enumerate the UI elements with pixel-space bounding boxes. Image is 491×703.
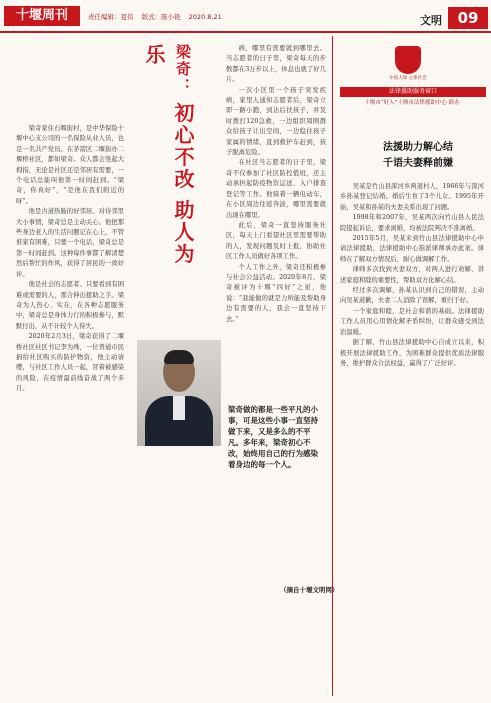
article-paragraph: 2020年2月3日，梁奇获得了二堰桥社区社区书记李为珠，一位普通市民捐给社区购买的防护物资，他主动请缨，与社区工作人员一起，冒着被感染的风险，在疫情最前线奋战了两个多月。 bbox=[16, 333, 124, 393]
article-paragraph: 一次小区里一个孩子突发疾病，家里人通知志愿者后，梁奇立即一路小跑，到达后扶孩子，并及时拨打120急救，一边组织周围群众给孩子让出空间，一边稳住孩子家属的情绪，直到救护车赶到，孩子脱离危险。 bbox=[226, 86, 326, 157]
legal-aid-column bbox=[340, 182, 484, 694]
legal-aid-title bbox=[354, 140, 482, 172]
legal-aid-title-line2: 千语夫妻释前嫌 bbox=[383, 158, 453, 169]
section-name: 文明 bbox=[420, 14, 442, 27]
legal-aid-paragraph: 一个家庭和睦，是社会和谐的基础。法律援助工作人员用心用情化解矛盾纠纷，让群众感受到法治温暖。 bbox=[340, 307, 484, 336]
article-paragraph: 他是社会的志愿者。只要看到有困难或需要的人，那合伸出援助之手。梁奇为人热心、实在，在各种志愿服务中，梁奇总是身体力行的积极参与，默默付出，从不计较个人得失。 bbox=[16, 281, 124, 330]
header-meta bbox=[88, 12, 228, 21]
pull-quote: 梁奇做的都是一些平凡的小事，可是这些小事一直坚持做下来，又是多么的不平凡。多年来，梁奇初心不改，始终用自己的行为感染着身边的每一个人。 bbox=[228, 405, 318, 469]
page-number: 09 bbox=[448, 7, 488, 29]
joint-slogan: 十堰市“好人”十堰市法律援助中心 联办 bbox=[364, 100, 460, 106]
legal-aid-paragraph: 律师多次找到夫妻双方，对两人进行劝解，讲述家庭和睦的重要性，帮助双方化解心结。 bbox=[340, 266, 484, 284]
feature-headline: 初心不改 助人为乐 bbox=[142, 44, 195, 266]
feature-name: 梁奇： bbox=[174, 44, 192, 95]
article-paragraph: 此后，梁奇一直坚持服务社区，每天上门看望社区里需要帮助的人，发现问题及时上报，协助社区工作人员做好各项工作。 bbox=[226, 221, 326, 261]
article-paragraph: 他是古道热肠的好邻居。对待邻里大小事情，梁奇总是主动关心。他把那些身边老人的生活问题记在心上，不管谁家有困难，只要一个电话，梁奇总是第一时间赶到。这种每件事都了解清楚然后帮忙的作风，获得了居民的一致好评。 bbox=[16, 208, 124, 278]
article-credit: （摘自十堰文明网） bbox=[280, 586, 339, 594]
legal-aid-paragraph: 1998年和2007年，吴某两次向竹山县人民法院提起诉讼，要求离婚，均被法院判决不准离婚。 bbox=[340, 214, 484, 232]
feature-title bbox=[130, 44, 198, 284]
logo-text: 中国人保 心系社会 bbox=[389, 76, 427, 81]
legal-aid-paragraph: 经过多次调解，孙某认识到自己的错误，主动向吴某道歉，夫妻二人消除了误解，重归于好。 bbox=[340, 287, 484, 305]
designer: 版式：陈小艳 bbox=[141, 13, 181, 21]
legal-aid-title-line1: 法援助力解心结 bbox=[383, 142, 453, 153]
issue-date: 2020.8.21 bbox=[188, 13, 222, 21]
article-paragraph: 病，哪里有需要就到哪里去。当志愿者的日子里，梁奇每天的步数都在3万步以上，休息也就了好几片。 bbox=[226, 45, 326, 84]
page-header bbox=[0, 0, 491, 34]
insurer-logo bbox=[383, 46, 433, 86]
article-paragraph: 梁奇家住石堰街村，是中华保险十堰中心支公司的一名保险从业人员，也是一名共产党员。在茅箭区二堰街办二堰桥社区，都知梁奇。众人都会竖起大拇指，无论是社区还是邻居有需要，一个电话总能叫他第一时间赶到。“梁奇，你真好”，“是他在我们附近的呀”。 bbox=[16, 125, 124, 205]
portrait-photo bbox=[137, 340, 221, 446]
legal-aid-paragraph: 2015年5月，吴某来到竹山县法律援助中心申请法律援助，法律援助中心指派律师承办此案。律师在了解双方情况后，耐心做调解工作。 bbox=[340, 235, 484, 263]
legal-aid-paragraph: 吴某是竹山县深河乡两道村人，1966年与深河乡孙某登记结婚。婚后生育了3个儿女。1995年开始，吴某和孙某的夫妻关系出现了问题。 bbox=[340, 183, 484, 211]
article-column-left bbox=[16, 124, 124, 694]
shield-icon bbox=[395, 46, 421, 74]
masthead: 十堰周刊 bbox=[4, 6, 80, 26]
article-paragraph: 个人工作之外，梁奇还积极参与社会公益活动。2020年8月，梁奇被评为十堰“四好”之星，他说：“我能做的就是力所能及帮助身边有需要的人，我会一直坚持下去。” bbox=[226, 263, 326, 323]
editor: 责任编辑：夏伟 bbox=[88, 13, 134, 21]
article-column-middle bbox=[226, 44, 326, 580]
header-rule bbox=[0, 31, 491, 33]
column-divider bbox=[332, 36, 333, 696]
article-paragraph: 在社区当志愿者的日子里，梁奇不仅参加了社区防控值班，还主动承担起防疫物资运送、入户排查登记等工作。他骑着一辆电动车，在小区周边往返奔波，哪里需要就出现在哪里。 bbox=[226, 159, 326, 219]
service-bar: 法律援助服务窗口 bbox=[340, 87, 486, 97]
legal-aid-paragraph: 据了解，竹山县法律援助中心自成立以来，积极开展法律援助工作，为困难群众提供优质法律服务，维护群众合法权益，赢得了广泛好评。 bbox=[340, 339, 484, 367]
